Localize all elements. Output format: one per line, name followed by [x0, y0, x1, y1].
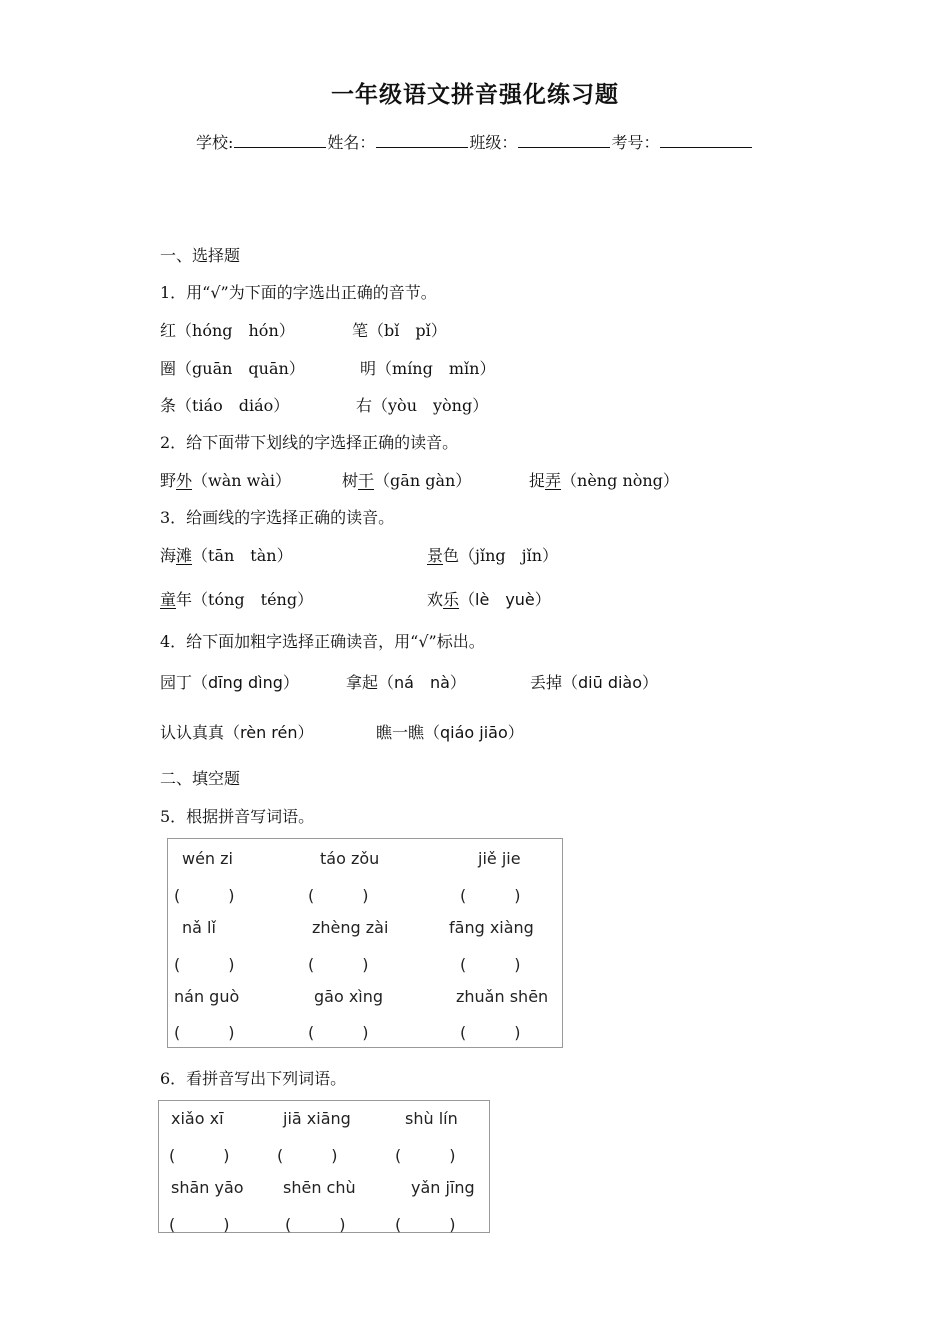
q3-item: 欢乐（lè yuè） [427, 590, 551, 609]
pinyin-cell: zhuǎn shēn [456, 987, 549, 1006]
pinyin-cell: jiě jie [478, 849, 521, 868]
pinyin-cell: yǎn jīng [411, 1178, 475, 1197]
q5-table [167, 838, 563, 1048]
class-label: 班级： [469, 133, 518, 152]
answer-blank[interactable]: ( ) [174, 886, 235, 905]
q2-prompt: 2．给下面带下划线的字选择正确的读音。 [160, 433, 459, 452]
q3-item: 童年（tóng téng） [160, 590, 314, 609]
q6-table [158, 1100, 490, 1233]
answer-blank[interactable]: ( ) [308, 886, 369, 905]
answer-blank[interactable]: ( ) [169, 1215, 230, 1234]
pinyin-cell: nǎ lǐ [182, 918, 216, 937]
class-blank[interactable] [518, 133, 610, 148]
q3-item: 海滩（tān tàn） [160, 546, 293, 565]
q4-item: 瞧一瞧（qiáo jiāo） [376, 723, 524, 742]
pinyin-cell: xiǎo xī [171, 1109, 224, 1128]
pinyin-cell: shù lín [405, 1109, 458, 1128]
pinyin-cell: zhèng zài [312, 918, 389, 937]
q2-item: 捉弄（nèng nòng） [529, 471, 679, 490]
pinyin-cell: táo zǒu [320, 849, 380, 868]
q1-item: 明（míng mǐn） [360, 359, 496, 378]
pinyin-cell: nán guò [174, 987, 240, 1006]
q3-prompt: 3．给画线的字选择正确的读音。 [160, 508, 395, 527]
answer-blank[interactable]: ( ) [308, 1023, 369, 1042]
q4-item: 丢掉（diū diào） [530, 673, 659, 692]
q3-item: 景色（jǐng jǐn） [427, 546, 559, 565]
q1-item: 红（hóng hón） [160, 321, 295, 340]
answer-blank[interactable]: ( ) [395, 1146, 456, 1165]
answer-blank[interactable]: ( ) [174, 955, 235, 974]
q1-item: 条（tiáo diáo） [160, 396, 290, 415]
q1-item: 右（yòu yòng） [356, 396, 489, 415]
answer-blank[interactable]: ( ) [395, 1215, 456, 1234]
answer-blank[interactable]: ( ) [308, 955, 369, 974]
section2-heading: 二、填空题 [160, 769, 241, 788]
q1-item: 圈（guān quān） [160, 359, 305, 378]
q6-prompt: 6．看拼音写出下列词语。 [160, 1069, 347, 1088]
page-title: 一年级语文拼音强化练习题 [331, 82, 619, 108]
q4-item: 园丁（dīng dìng） [160, 673, 299, 692]
name-blank[interactable] [376, 133, 468, 148]
section1-heading: 一、选择题 [160, 246, 241, 265]
pinyin-cell: jiā xiāng [283, 1109, 351, 1128]
q4-item: 认认真真（rèn rén） [160, 723, 314, 742]
pinyin-cell: shēn chù [283, 1178, 356, 1197]
answer-blank[interactable]: ( ) [169, 1146, 230, 1165]
answer-blank[interactable]: ( ) [460, 1023, 521, 1042]
q2-item: 野外（wàn wài） [160, 471, 292, 490]
school-blank[interactable] [234, 133, 326, 148]
q1-item: 笔（bǐ pǐ） [352, 321, 447, 340]
q4-item: 拿起（ná nà） [346, 673, 466, 692]
answer-blank[interactable]: ( ) [277, 1146, 338, 1165]
answer-blank[interactable]: ( ) [285, 1215, 346, 1234]
pinyin-cell: fāng xiàng [449, 918, 534, 937]
pinyin-cell: shān yāo [171, 1178, 244, 1197]
q1-prompt: 1．用“√”为下面的字选出正确的音节。 [160, 283, 437, 302]
student-info [196, 130, 753, 153]
school-label: 学校: [196, 133, 234, 152]
q5-prompt: 5．根据拼音写词语。 [160, 807, 315, 826]
answer-blank[interactable]: ( ) [174, 1023, 235, 1042]
q2-item: 树干（gān gàn） [342, 471, 472, 490]
q4-prompt: 4．给下面加粗字选择正确读音，用“√”标出。 [160, 632, 485, 651]
pinyin-cell: gāo xìng [314, 987, 384, 1006]
number-blank[interactable] [660, 133, 752, 148]
answer-blank[interactable]: ( ) [460, 955, 521, 974]
pinyin-cell: wén zi [182, 849, 233, 868]
name-label: 姓名： [327, 133, 376, 152]
number-label: 考号： [611, 133, 660, 152]
answer-blank[interactable]: ( ) [460, 886, 521, 905]
